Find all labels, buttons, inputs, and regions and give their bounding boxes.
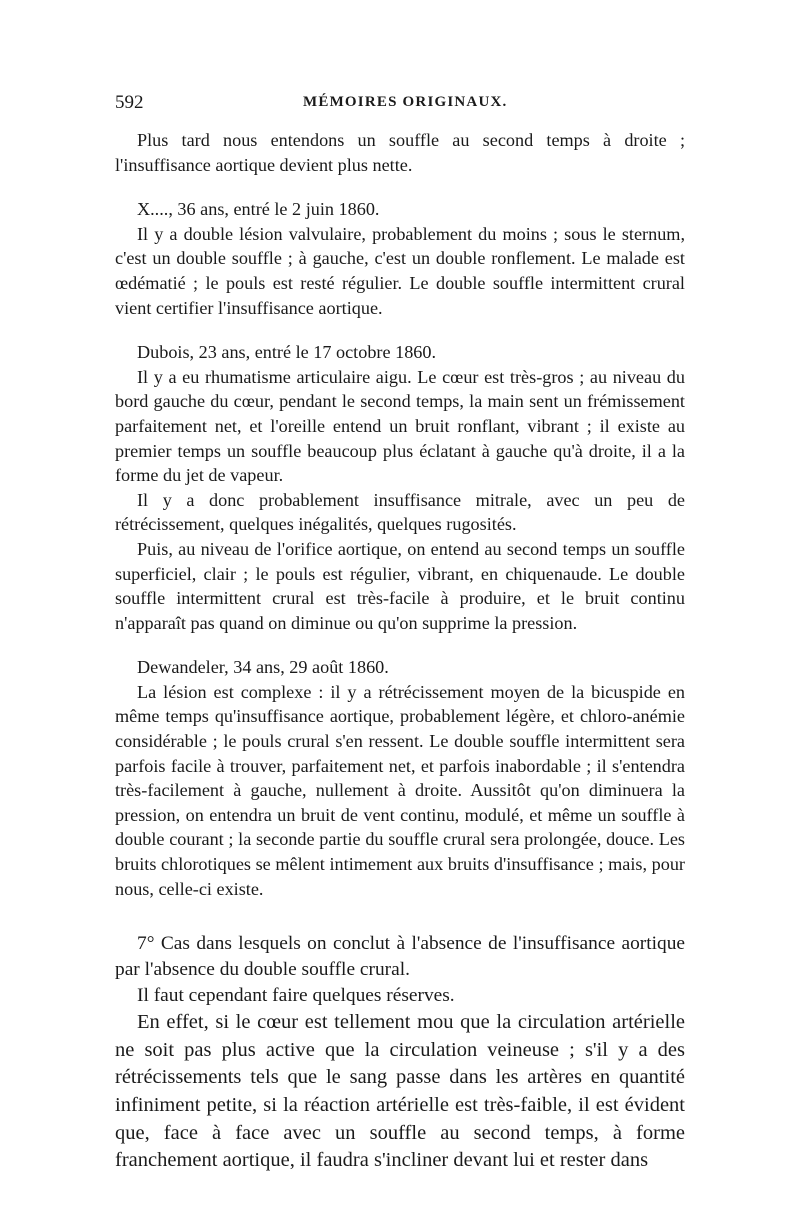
paragraph: Il y a double lésion valvulaire, probablement du moins ; sous le sternum, c'est un double souffle ; à gauche, c'est un double ronflement. Le malade est œdématié ; le pouls est resté régulier. Le double souffle intermittent crural vient certifier l'insuffisance aortique. (115, 223, 685, 318)
section-heading: 7° Cas dans lesquels on conclut à l'absence de l'insuffisance aortique par l'absence du double souffle crural. (115, 933, 685, 981)
page-header (115, 92, 685, 122)
paragraph: Plus tard nous entendons un souffle au second temps à droite ; l'insuffisance aortique devient plus nette. (115, 130, 685, 175)
case-heading: X...., 36 ans, entré le 2 juin 1860. (137, 199, 380, 220)
paragraph: Il y a donc probablement insuffisance mitrale, avec un peu de rétrécissement, quelques inégalités, quelques rugosités. (115, 489, 685, 535)
running-head: MÉMOIRES ORIGINAUX. (303, 94, 508, 110)
paragraph: Puis, au niveau de l'orifice aortique, on entend au second temps un souffle superficiel, clair ; le pouls est régulier, vibrant, en chiquenaude. Le double souffle intermittent crural est très-facile à produire, et le bruit continu n'apparaît pas quand on diminue ou qu'on supprime la pression. (115, 538, 685, 633)
paragraph: La lésion est complexe : il y a rétrécissement moyen de la bicuspide en même temps qu'insuffisance aortique, probablement légère, et chloro-anémie considérable ; le pouls crural s'en ressent. Le double souffle intermittent sera parfois facile à trouver, parfaitement net, et parfois inabordable ; il s'entendra très-facilement à gauche, nullement à droite. Aussitôt qu'on diminuera la pression, on entendra un bruit de vent continu, modulé, et même un souffle à double courant ; la seconde partie du souffle crural sera prolongée, douce. Les bruits chlorotiques se mêlent intimement aux bruits d'insuffisance ; mais, pour nous, celle-ci existe. (115, 681, 685, 899)
case-heading: Dubois, 23 ans, entré le 17 octobre 1860. (137, 342, 437, 363)
paragraph: Il y a eu rhumatisme articulaire aigu. Le cœur est très-gros ; au niveau du bord gauche du cœur, pendant le second temps, la main sent un frémissement parfaitement net, et l'oreille entend un bruit ronflant, vibrant ; il existe au premier temps un souffle beaucoup plus éclatant à gauche qu'à droite, il a la forme du jet de vapeur. (115, 366, 685, 486)
paragraph: Il faut cependant faire quelques réserves. (137, 985, 455, 1007)
page-number: 592 (115, 92, 144, 113)
paragraph: En effet, si le cœur est tellement mou que la circulation artérielle ne soit pas plus active que la circulation veineuse ; s'il y a des rétrécissements tels que le sang passe dans les artères en quantité infiniment petite, si la réaction artérielle est très-faible, il est évident que, face à face avec un souffle au second temps, à forme franchement aortique, il faudra s'incliner devant lui et rester dans (115, 1011, 685, 1172)
case-heading: Dewandeler, 34 ans, 29 août 1860. (137, 657, 389, 678)
body-text (115, 128, 685, 1175)
